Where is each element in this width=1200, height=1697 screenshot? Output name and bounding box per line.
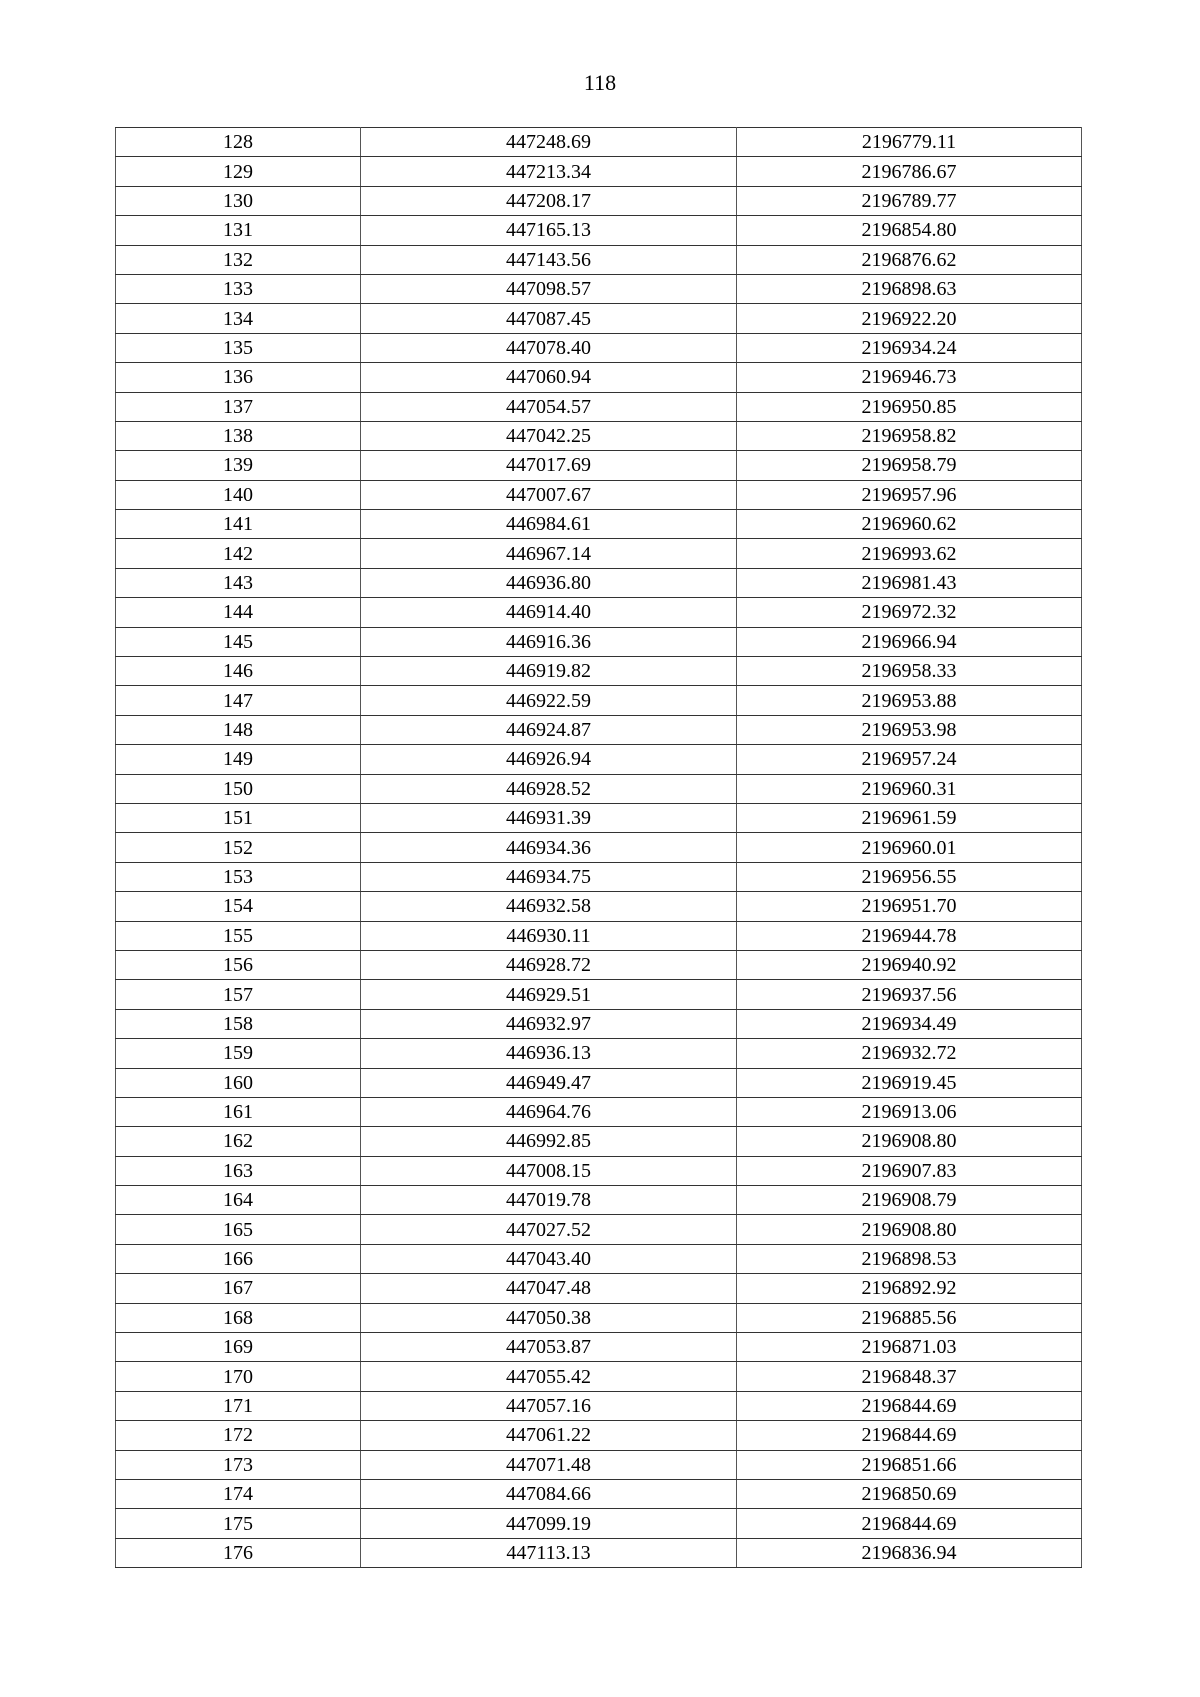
x-coordinate-cell: 446932.58 [361,892,737,921]
x-coordinate-cell: 447213.34 [361,157,737,186]
point-number-cell: 164 [116,1186,361,1215]
table-row [116,274,1082,303]
y-coordinate-cell: 2196892.92 [737,1274,1082,1303]
point-number-cell: 151 [116,803,361,832]
x-coordinate-cell: 446967.14 [361,539,737,568]
point-number-cell: 155 [116,921,361,950]
x-coordinate-cell: 446924.87 [361,715,737,744]
table-row [116,333,1082,362]
table-row [116,1215,1082,1244]
y-coordinate-cell: 2196871.03 [737,1333,1082,1362]
y-coordinate-cell: 2196960.31 [737,774,1082,803]
table-row [116,686,1082,715]
table-row [116,1186,1082,1215]
y-coordinate-cell: 2196898.53 [737,1244,1082,1273]
table-row [116,1068,1082,1097]
point-number-cell: 158 [116,1009,361,1038]
point-number-cell: 139 [116,451,361,480]
table-row [116,598,1082,627]
y-coordinate-cell: 2196993.62 [737,539,1082,568]
y-coordinate-cell: 2196960.01 [737,833,1082,862]
x-coordinate-cell: 447017.69 [361,451,737,480]
x-coordinate-cell: 447057.16 [361,1391,737,1420]
point-number-cell: 150 [116,774,361,803]
point-number-cell: 128 [116,128,361,157]
x-coordinate-cell: 447043.40 [361,1244,737,1273]
point-number-cell: 154 [116,892,361,921]
x-coordinate-cell: 447050.38 [361,1303,737,1332]
y-coordinate-cell: 2196960.62 [737,510,1082,539]
y-coordinate-cell: 2196779.11 [737,128,1082,157]
table-row [116,539,1082,568]
point-number-cell: 147 [116,686,361,715]
point-number-cell: 130 [116,186,361,215]
table-row [116,1538,1082,1567]
x-coordinate-cell: 446919.82 [361,657,737,686]
point-number-cell: 129 [116,157,361,186]
y-coordinate-cell: 2196961.59 [737,803,1082,832]
table-row [116,568,1082,597]
x-coordinate-cell: 447098.57 [361,274,737,303]
x-coordinate-cell: 446928.52 [361,774,737,803]
y-coordinate-cell: 2196937.56 [737,980,1082,1009]
x-coordinate-cell: 447208.17 [361,186,737,215]
point-number-cell: 176 [116,1538,361,1567]
x-coordinate-cell: 446934.75 [361,862,737,891]
page-number: 118 [583,70,617,95]
x-coordinate-cell: 446916.36 [361,627,737,656]
y-coordinate-cell: 2196953.88 [737,686,1082,715]
x-coordinate-cell: 446929.51 [361,980,737,1009]
x-coordinate-cell: 446932.97 [361,1009,737,1038]
table-row [116,1509,1082,1538]
x-coordinate-cell: 447078.40 [361,333,737,362]
y-coordinate-cell: 2196898.63 [737,274,1082,303]
y-coordinate-cell: 2196957.96 [737,480,1082,509]
x-coordinate-cell: 447027.52 [361,1215,737,1244]
y-coordinate-cell: 2196908.80 [737,1127,1082,1156]
table-row [116,921,1082,950]
y-coordinate-cell: 2196908.79 [737,1186,1082,1215]
y-coordinate-cell: 2196946.73 [737,363,1082,392]
y-coordinate-cell: 2196953.98 [737,715,1082,744]
x-coordinate-cell: 446926.94 [361,745,737,774]
point-number-cell: 141 [116,510,361,539]
y-coordinate-cell: 2196907.83 [737,1156,1082,1185]
table-row [116,245,1082,274]
y-coordinate-cell: 2196934.24 [737,333,1082,362]
y-coordinate-cell: 2196919.45 [737,1068,1082,1097]
point-number-cell: 165 [116,1215,361,1244]
x-coordinate-cell: 447165.13 [361,216,737,245]
y-coordinate-cell: 2196958.82 [737,421,1082,450]
y-coordinate-cell: 2196844.69 [737,1509,1082,1538]
x-coordinate-cell: 447248.69 [361,128,737,157]
x-coordinate-cell: 447071.48 [361,1450,737,1479]
point-number-cell: 143 [116,568,361,597]
table-row [116,774,1082,803]
y-coordinate-cell: 2196956.55 [737,862,1082,891]
table-row [116,745,1082,774]
x-coordinate-cell: 447054.57 [361,392,737,421]
point-number-cell: 157 [116,980,361,1009]
x-coordinate-cell: 446914.40 [361,598,737,627]
point-number-cell: 131 [116,216,361,245]
x-coordinate-cell: 446934.36 [361,833,737,862]
table-row [116,1127,1082,1156]
table-row [116,510,1082,539]
y-coordinate-cell: 2196854.80 [737,216,1082,245]
x-coordinate-cell: 447087.45 [361,304,737,333]
x-coordinate-cell: 447055.42 [361,1362,737,1391]
x-coordinate-cell: 446931.39 [361,803,737,832]
table-row [116,421,1082,450]
table-row [116,157,1082,186]
x-coordinate-cell: 446930.11 [361,921,737,950]
point-number-cell: 146 [116,657,361,686]
point-number-cell: 138 [116,421,361,450]
y-coordinate-cell: 2196908.80 [737,1215,1082,1244]
table-row [116,1009,1082,1038]
point-number-cell: 171 [116,1391,361,1420]
x-coordinate-cell: 447008.15 [361,1156,737,1185]
table-row [116,1479,1082,1508]
point-number-cell: 142 [116,539,361,568]
table-row [116,480,1082,509]
point-number-cell: 166 [116,1244,361,1273]
point-number-cell: 169 [116,1333,361,1362]
y-coordinate-cell: 2196786.67 [737,157,1082,186]
point-number-cell: 137 [116,392,361,421]
x-coordinate-cell: 447113.13 [361,1538,737,1567]
point-number-cell: 132 [116,245,361,274]
point-number-cell: 133 [116,274,361,303]
point-number-cell: 175 [116,1509,361,1538]
table-row [116,1450,1082,1479]
x-coordinate-cell: 447143.56 [361,245,737,274]
table-row [116,892,1082,921]
point-number-cell: 167 [116,1274,361,1303]
coordinate-table [115,127,1082,1568]
point-number-cell: 159 [116,1039,361,1068]
x-coordinate-cell: 447084.66 [361,1479,737,1508]
point-number-cell: 161 [116,1097,361,1126]
table-row [116,128,1082,157]
point-number-cell: 145 [116,627,361,656]
point-number-cell: 134 [116,304,361,333]
x-coordinate-cell: 447019.78 [361,1186,737,1215]
y-coordinate-cell: 2196951.70 [737,892,1082,921]
x-coordinate-cell: 446984.61 [361,510,737,539]
table-row [116,392,1082,421]
point-number-cell: 135 [116,333,361,362]
y-coordinate-cell: 2196922.20 [737,304,1082,333]
x-coordinate-cell: 447007.67 [361,480,737,509]
point-number-cell: 173 [116,1450,361,1479]
point-number-cell: 148 [116,715,361,744]
table-row [116,627,1082,656]
y-coordinate-cell: 2196836.94 [737,1538,1082,1567]
y-coordinate-cell: 2196972.32 [737,598,1082,627]
y-coordinate-cell: 2196958.79 [737,451,1082,480]
y-coordinate-cell: 2196981.43 [737,568,1082,597]
table-row [116,980,1082,1009]
point-number-cell: 172 [116,1421,361,1450]
y-coordinate-cell: 2196966.94 [737,627,1082,656]
point-number-cell: 153 [116,862,361,891]
point-number-cell: 174 [116,1479,361,1508]
table-row [116,1391,1082,1420]
table-row [116,657,1082,686]
table-row [116,950,1082,979]
table-row [116,216,1082,245]
table-row [116,1097,1082,1126]
table-row [116,451,1082,480]
table-row [116,363,1082,392]
x-coordinate-cell: 447047.48 [361,1274,737,1303]
y-coordinate-cell: 2196850.69 [737,1479,1082,1508]
table-row [116,715,1082,744]
y-coordinate-cell: 2196844.69 [737,1391,1082,1420]
table-row [116,304,1082,333]
table-row [116,1039,1082,1068]
y-coordinate-cell: 2196885.56 [737,1303,1082,1332]
table-row [116,1244,1082,1273]
x-coordinate-cell: 446936.80 [361,568,737,597]
y-coordinate-cell: 2196932.72 [737,1039,1082,1068]
point-number-cell: 162 [116,1127,361,1156]
x-coordinate-cell: 447053.87 [361,1333,737,1362]
point-number-cell: 140 [116,480,361,509]
table-row [116,1421,1082,1450]
x-coordinate-cell: 446964.76 [361,1097,737,1126]
y-coordinate-cell: 2196851.66 [737,1450,1082,1479]
y-coordinate-cell: 2196940.92 [737,950,1082,979]
y-coordinate-cell: 2196934.49 [737,1009,1082,1038]
point-number-cell: 149 [116,745,361,774]
y-coordinate-cell: 2196944.78 [737,921,1082,950]
table-row [116,833,1082,862]
table-row [116,186,1082,215]
table-row [116,1362,1082,1391]
y-coordinate-cell: 2196789.77 [737,186,1082,215]
point-number-cell: 136 [116,363,361,392]
point-number-cell: 168 [116,1303,361,1332]
x-coordinate-cell: 447099.19 [361,1509,737,1538]
x-coordinate-cell: 446922.59 [361,686,737,715]
x-coordinate-cell: 446992.85 [361,1127,737,1156]
y-coordinate-cell: 2196913.06 [737,1097,1082,1126]
y-coordinate-cell: 2196844.69 [737,1421,1082,1450]
point-number-cell: 144 [116,598,361,627]
table-row [116,1303,1082,1332]
y-coordinate-cell: 2196876.62 [737,245,1082,274]
table-row [116,1156,1082,1185]
y-coordinate-cell: 2196950.85 [737,392,1082,421]
point-number-cell: 170 [116,1362,361,1391]
point-number-cell: 156 [116,950,361,979]
y-coordinate-cell: 2196848.37 [737,1362,1082,1391]
table-row [116,862,1082,891]
x-coordinate-cell: 446936.13 [361,1039,737,1068]
point-number-cell: 152 [116,833,361,862]
point-number-cell: 160 [116,1068,361,1097]
x-coordinate-cell: 447042.25 [361,421,737,450]
x-coordinate-cell: 447061.22 [361,1421,737,1450]
x-coordinate-cell: 446928.72 [361,950,737,979]
table-row [116,803,1082,832]
point-number-cell: 163 [116,1156,361,1185]
x-coordinate-cell: 446949.47 [361,1068,737,1097]
table-row [116,1274,1082,1303]
y-coordinate-cell: 2196958.33 [737,657,1082,686]
table-row [116,1333,1082,1362]
y-coordinate-cell: 2196957.24 [737,745,1082,774]
x-coordinate-cell: 447060.94 [361,363,737,392]
coordinate-table-body [116,128,1082,1568]
